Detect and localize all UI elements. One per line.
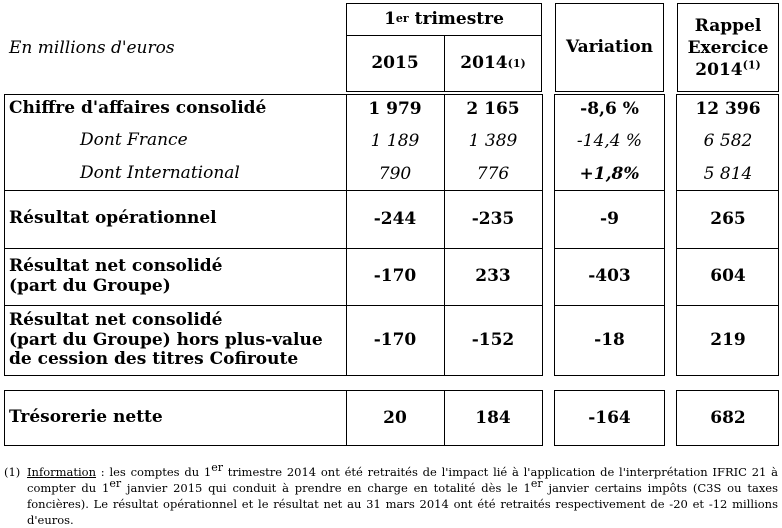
row-net-income-variation: -403 bbox=[588, 266, 631, 287]
row-operating-2014: -235 bbox=[471, 208, 515, 229]
row-france-2014: 1 389 bbox=[468, 130, 518, 151]
row-net-income-excl-2015: -170 bbox=[373, 330, 417, 351]
row-net-income-2014: 233 bbox=[475, 266, 511, 287]
row-revenue-label: Chiffre d'affaires consolidé bbox=[9, 98, 267, 119]
footnote-number: (1) bbox=[4, 465, 21, 479]
row-international-2014: 776 bbox=[476, 163, 510, 184]
row-international-rappel: 5 814 bbox=[703, 163, 753, 184]
row-treasury-2015: 20 bbox=[383, 407, 407, 428]
footnote-title: Information bbox=[27, 465, 97, 479]
row-revenue-variation: -8,6 % bbox=[580, 98, 639, 119]
row-revenue-rappel: 12 396 bbox=[695, 98, 761, 119]
row-net-income-rappel: 604 bbox=[710, 266, 746, 287]
footnote bbox=[4, 461, 779, 528]
header-2014: 2014 (1) bbox=[460, 53, 526, 74]
header-rappel: Rappel Exercice 2014$^{(1)}$ bbox=[687, 15, 769, 80]
row-international-2015: 790 bbox=[378, 163, 412, 184]
row-net-income-excl-2014: -152 bbox=[471, 330, 515, 351]
row-net-income-label: Résultat net consolidé (part du Groupe) bbox=[9, 255, 223, 296]
gap-right bbox=[664, 94, 677, 376]
row-international-label: Dont International bbox=[80, 163, 240, 184]
row-operating-2015: -244 bbox=[373, 208, 417, 229]
row-international-variation: +1,8% bbox=[579, 163, 640, 184]
row-net-income-excl-rappel: 219 bbox=[710, 330, 746, 351]
row-operating-label: Résultat opérationnel bbox=[9, 208, 217, 229]
row-operating-variation: -9 bbox=[600, 208, 619, 229]
row-net-income-2015: -170 bbox=[373, 266, 417, 287]
row-france-rappel: 6 582 bbox=[703, 130, 753, 151]
row-net-income-excl-variation: -18 bbox=[594, 330, 625, 351]
row-operating-rappel: 265 bbox=[710, 208, 746, 229]
header-variation: Variation bbox=[565, 37, 654, 58]
treasury-gap-left bbox=[542, 390, 555, 446]
gap-left bbox=[542, 94, 555, 376]
row-france-variation: -14,4 % bbox=[576, 130, 643, 151]
header-quarter: 1 er trimestre bbox=[384, 8, 504, 29]
row-revenue-2015: 1 979 bbox=[368, 98, 422, 119]
row-treasury-2014: 184 bbox=[475, 407, 511, 428]
unit-label: En millions d'euros bbox=[9, 38, 175, 59]
footnote-body: Information : les comptes du 1er trimestre 2014 ont été retraités de l'impact lié à l'application de l'interprétation IFRIC 21 à compter du 1er janvier 2015 qui conduit à prendre en charge en totalité dès le 1er janvier certains impôts (C3S ou taxes foncières). Le résultat opérationnel et le résultat net au 31 mars 2014 ont été retraités respectivement de -20 et -12 millions d'euros. bbox=[27, 461, 779, 527]
row-treasury-variation: -164 bbox=[588, 407, 631, 428]
row-net-income-excl-label: Résultat net consolidé (part du Groupe) hors plus-value de cession des titres Cofiroute bbox=[9, 310, 323, 370]
row-revenue-2014: 2 165 bbox=[466, 98, 520, 119]
row-france-2015: 1 189 bbox=[370, 130, 420, 151]
row-treasury-label: Trésorerie nette bbox=[9, 407, 163, 428]
row-treasury-rappel: 682 bbox=[710, 407, 746, 428]
treasury-gap-right bbox=[664, 390, 677, 446]
header-2015: 2015 bbox=[371, 53, 419, 74]
row-france-label: Dont France bbox=[80, 130, 188, 151]
